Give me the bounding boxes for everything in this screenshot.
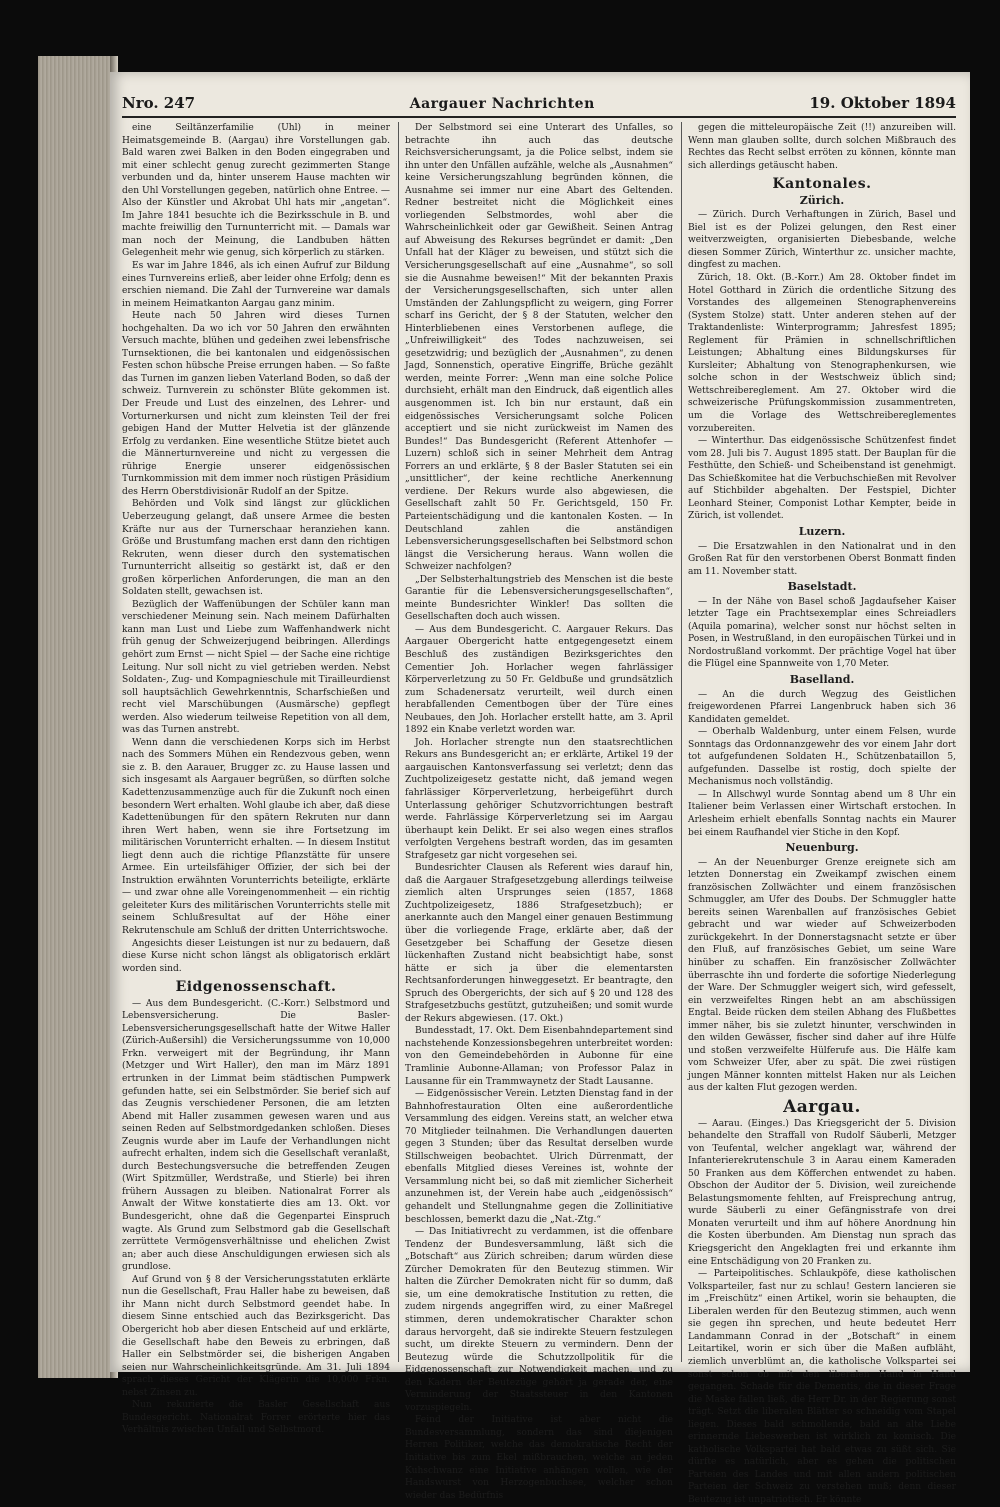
columns bbox=[122, 122, 956, 1505]
subheading: Baselland. bbox=[789, 672, 855, 686]
paragraph: — Das Initiativrecht zu verdammen, ist die offenbare Tendenz der Bundesversammlung, läßt sich die „Botschaft“ aus Zürich schreiben; darum würden diese Zürcher Demokraten für den Beutezug stimmen. Wir halten die Zürcher Demokraten nicht für so dumm, daß sie, um eine demokratische Institution zu retten, die zudem nirgends angegriffen wird, zu einer Maßregel stimmen, deren undemokratischer Charakter schon daraus hervorgeht, daß sie indirekte Steuern festzulegen sucht, um direkte Steuern zu vermindern. Denn der Beutezug würde die Schutzzollpolitik für die Eidgenossenschaft zur Notwendigkeit machen, und zu den Kadern der Beutezüge gehört ja gerade der, eine Verminderung der Staatssteuer in den Kantonen vorzuspiegeln. bbox=[405, 1227, 673, 1413]
paragraph: — In der Nähe von Basel schoß Jagdaufseher Kaiser letzter Tage ein Prachtsexemplar eines Schreiadlers (Aquila pomarina), welcher sonst nur höchst selten in Posen, in Westrußland, in den europäischen Türkei und in Nordostrußland vorkommt. Der prächtige Vogel hat über die Flügel eine Spannweite von 1,70 Meter. bbox=[688, 596, 956, 670]
paragraph: Auf Grund von § 8 der Versicherungsstatuten erklärte nun die Gesellschaft, Frau Haller habe zu beweisen, daß ihr Mann nicht durch Selbstmord geendet habe. In diesem Sinne entschied auch das Bezirksgericht. Das Obergericht hob aber diesen Entscheid auf und erklärte, die Gesellschaft habe den Beweis zu erbringen, daß Haller ein Selbstmörder sei, die bisherigen Angaben seien nur Wahrscheinlichkeitsgründe. Am 31. Juli 1894 sprach dieses Gericht der Klägerin die 10,000 Frkn. nebst Zinsen zu. bbox=[122, 1274, 390, 1398]
paragraph: — Aus dem Bundesgericht. (C.-Korr.) Selbstmord und Lebensversicherung. Die Basler-Lebensversicherungsgesellschaft hatte der Witwe Haller (Zürich-Außersihl) die Versicherungssumme von 10,000 Frkn. verweigert mit der Begründung, ihr Mann (Metzger und Wirt Haller), den man im März 1891 ertrunken in der Limmat beim städtischen Pumpwerk gefunden hatte, sei ein Selbstmörder. Sie berief sich auf das Zeugnis verschiedener Personen, die am letzten Abend mit Haller zusammen gewesen waren und aus seinen Reden auf Selbstmordgedanken schloßen. Dieses Zeugnis wurde aber im Laufe der Verhandlungen nicht aufrecht erhalten, indem sich die Gesellschaft veranlaßt, durch Bestechungsversuche die betreffenden Zeugen (Wirt Spitzmüller, Werdstraße, und Stierle) bei ihren frühern Aussagen zu bleiben. Nationalrat Forrer als Anwalt der Witwe konstatierte dies am 13. Okt. vor Bundesgericht, ohne daß die Gegenpartei Einspruch wagte. Als Grund zum Selbstmord gab die Gesellschaft zerrüttete Vermögensverhältnisse und ehelichen Zwist an; aber auch diese Anschuldigungen erwiesen sich als grundlose. bbox=[122, 998, 390, 1273]
column-1 bbox=[122, 122, 390, 1436]
section-heading: Eidgenossenschaft. bbox=[175, 979, 337, 996]
issue-date: 19. Oktober 1894 bbox=[809, 94, 956, 112]
section-heading: Kantonales. bbox=[772, 176, 872, 193]
subheading: Zürich. bbox=[799, 193, 845, 207]
paragraph: Wenn dann die verschiedenen Korps sich im Herbst nach des Sommers Mühen ein Rendezvous geben, wenn sie z. B. den Aarauer, Brugger zc. zu Hause lassen und sich insgesamt als Aargauer begrüßen, so dürften solche Kadettenzusammenzüge auch für die Zukunft noch einen besondern Wert erhalten. Wohl glaube ich aber, daß diese Kadettenübungen für den spätern Rekruten nur dann ihren Wert haben, wenn sie ihre Fortsetzung im militärischen Vorunterricht erhalten. — In diesem Institut liegt denn auch die richtige Pflanzstätte für unsere Armee. Ein urteilsfähiger Offizier, der sich bei der Instruktion erwähnten Vorunterrichts beteiligte, erklärte — und zwar ohne alle Voreingenommenheit — ein richtig geleiteter Kurs des militärischen Vorunterrichts stelle mit seinem Schlußresultat auf der Höhe einer Rekrutenschule am Schluß der dritten Unterrichtswoche. bbox=[122, 737, 390, 936]
issue-number: Nro. 247 bbox=[122, 94, 196, 112]
subheading: Neuenburg. bbox=[785, 841, 859, 855]
subheading: Baselstadt. bbox=[787, 580, 857, 594]
newspaper-page bbox=[110, 72, 970, 1505]
paragraph: Bezüglich der Waffenübungen der Schüler kann man verschiedener Meinung sein. Nach meinem Dafürhalten kann man Lust und Liebe zum Waffenhandwerk nicht früh genug der Schweizerjugend beibringen. Allerdings gehört zum Ernst — nicht Spiel — der Sache eine richtige Leitung. Nur soll nicht zu viel getrieben werden. Nebst Soldaten-, Zug- und Kompagnieschule mit Tirailleurdienst soll hauptsächlich Gewehrkenntnis, Scharfschießen und recht viel Marschübungen (Ausmärsche) gepflegt werden. Also wiederum teilweise Repetition von all dem, was das Turnen anstrebt. bbox=[122, 599, 390, 736]
paragraph: — An die durch Wegzug des Geistlichen freigewordenen Pfarrei Langenbruck haben sich 36 Kandidaten gemeldet. bbox=[688, 689, 956, 725]
book-edge bbox=[38, 56, 110, 1378]
paragraph: Behörden und Volk sind längst zur glücklichen Ueberzeugung gelangt, daß unsere Armee die besten Kräfte nur aus der Turnerschaar heranziehen kann. Größe und Brustumfang machen erst dann den richtigen Rekruten, wenn dieser durch den systematischen Turnunterricht allseitig so gestärkt ist, daß er den großen körperlichen Anforderungen, die man an den Soldaten stellt, gewachsen ist. bbox=[122, 499, 390, 598]
paragraph: — Eidgenössischer Verein. Letzten Dienstag fand in der Bahnhofrestauration Olten eine außerordentliche Versammlung des eidgen. Vereins statt, an welcher etwa 70 Mitglieder teilnahmen. Die Verhandlungen dauerten gegen 3 Stunden; über das Resultat derselben wurde Stillschweigen beobachtet. Ulrich Dürrenmatt, der ebenfalls Mitglied dieses Vereines ist, wohnte der Versammlung nicht bei, so daß mit ziemlicher Sicherheit anzunehmen ist, der Verein habe auch „eidgenössisch“ gehandelt und Stellungnahme gegen die Zollinitiative beschlossen, bemerkt dazu die „Nat.-Ztg.“ bbox=[405, 1089, 673, 1225]
paragraph: Joh. Horlacher strengte nun den staatsrechtlichen Rekurs ans Bundesgericht an; er erklärte, Artikel 19 der aargauischen Kantonsverfassung sei verletzt; denn das Zuchtpolizeigesetz gestatte nicht, daß jemand wegen fahrlässiger Körperverletzung, herbeigeführt durch Unterlassung gehöriger Schutzvorrichtungen bestraft werde. Fahrlässige Körperverletzung sei im Aargau überhaupt kein Delikt. Er sei also wegen eines straflos verfolgten Vergehens bestraft worden, das im gesamten Strafgesetz gar nicht vorgesehen sei. bbox=[405, 737, 673, 861]
masthead bbox=[122, 86, 956, 112]
paragraph: Bundesrichter Clausen als Referent wies darauf hin, daß die Aargauer Strafgesetzgebung allerdings teilweise ziemlich alten Ursprunges seien (1857, 1868 Zuchtpolizeigesetz, 1886 Strafgesetzbuch); er anerkannte auch den Mangel einer genauen Bestimmung über die vorliegende Frage, erklärte aber, daß der Gesetzgeber bei Schaffung der Gesetze diesen lückenhaften Zustand nicht beabsichtigt habe, sonst hätte er sich ja über die elementarsten Rechtsanforderungen hinweggesetzt. Er beantragte, den Spruch des Obergerichts, der sich auf § 20 und 128 des Strafgesetzbuchs gestützt, gutzuheißen; und somit wurde der Rekurs abgewiesen. (17. Okt.) bbox=[405, 863, 673, 1024]
paragraph: — Zürich. Durch Verhaftungen in Zürich, Basel und Biel ist es der Polizei gelungen, den Rest einer weitverzweigten, organisierten Diebesbande, welche diesen Sommer Zürich, Winterthur zc. unsicher machte, dingfest zu machen. bbox=[688, 210, 956, 271]
paragraph: Angesichts dieser Leistungen ist nur zu bedauern, daß diese Kurse nicht schon längst als obligatorisch erklärt worden sind. bbox=[122, 938, 390, 974]
paragraph: Bundesstadt, 17. Okt. Dem Eisenbahndepartement sind nachstehende Konzessionsbegehren unterbreitet worden: von den Gemeindebehörden in Aubonne für eine Tramlinie Aubonne-Allaman; von Professor Palaz in Lausanne für ein Trammwaynetz der Stadt Lausanne. bbox=[405, 1026, 673, 1087]
paragraph: — Aus dem Bundesgericht. C. Aargauer Rekurs. Das Aargauer Obergericht hatte entgegengesetzt einem Beschluß des zuständigen Bezirksgerichtes den Cementier Joh. Horlacher wegen fahrlässiger Körperverletzung zu 50 Fr. Geldbuße und grundsätzlich zum Schadenersatz verurteilt, weil durch einen herabfallenden Cementbogen über der Türe eines Neubaues, den Joh. Horlacher erstellt hatte, am 3. April 1892 ein Knabe verletzt worden war. bbox=[405, 624, 673, 736]
paragraph: Der Selbstmord sei eine Unterart des Unfalles, so betrachte ihn auch das deutsche Reichsversicherungsamt, ja die Police selbst, indem sie ihn unter den Unfällen aufzähle, welche als „Ausnahmen“ keine Versicherungszahlung begründen können, die Ausnahme sei immer nur eine Abart des Geltenden. Redner bestreitet nicht die Möglichkeit eines vorliegenden Selbstmordes, wohl aber die Wahrscheinlichkeit oder gar Gewißheit. Seinen Antrag auf Abweisung des Rekurses begründet er damit: „Den Unfall hat der Kläger zu beweisen, und stützt sich die Versicherungsgesellschaft auf eine „Ausnahme“, so soll sie die Ausnahme beweisen!“ Mit der bekannten Praxis der Versicherungsgesellschaften, sich unter allen Umständen der Zahlungspflicht zu weigern, ging Forrer scharf ins Gericht, der § 8 der Statuten, welcher den Hinterbliebenen eines Verstorbenen auflege, die „Unfreiwilligkeit“ des Todes nachzuweisen, sei gesetzwidrig; und bezüglich der „Ausnahmen“, zu denen Jagd, Sonnenstich, operative Eingriffe, Brüche gezählt werden, meinte Forrer: „Wenn man eine solche Police durchsieht, erhält man den Eindruck, daß eigentlich alles ausgenommen ist. Ich bin nur erstaunt, daß ein eidgenössisches Versicherungsamt solche Policen acceptiert und sie nicht zurückweist im Namen des Bundes!“ Das Bundesgericht (Referent Attenhofer — Luzern) schloß sich in seiner Mehrheit dem Antrag Forrers an und erklärte, § 8 der Basler Statuten sei ein „unsittlicher“, der keine rechtliche Anerkennung verdiene. Der Rekurs wurde also abgewiesen, die Gesellschaft zahlt 50 Fr. Gerichtsgeld, 150 Fr. Parteientschädigung und die kantonalen Kosten. — In Deutschland zahlen die anständigen Lebensversicherungsgesellschaften bei Selbstmord schon längst die Versicherung heraus. Wann wollen die Schweizer nachfolgen? bbox=[405, 123, 673, 573]
paragraph: gegen die mitteleuropäische Zeit (!!) anzureiben will. Wenn man glauben sollte, durch solchen Mißbrauch des Rechtes das Recht selbst erröten zu können, könnte man sich allerdings getäuscht haben. bbox=[688, 123, 956, 171]
paragraph: — In Allschwyl wurde Sonntag abend um 8 Uhr ein Italiener beim Verlassen einer Wirtschaft erstochen. In Arlesheim erhielt ebenfalls Sonntag nachts ein Maurer bei einem Raufhandel vier Stiche in den Kopf. bbox=[688, 789, 956, 838]
paragraph: — Aarau. (Einges.) Das Kriegsgericht der 5. Division behandelte den Straffall von Rudolf Säuberli, Metzger von Teufental, welcher angeklagt war, während der Infanterierekrutenschule 3 in Aarau einem Kameraden 50 Franken aus dem Köfferchen entwendet zu haben. Obschon der Auditor der 5. Division, weil zureichende Belastungsmomente fehlten, auf Freisprechung antrug, wurde Säuberli zu einer Gefängnisstrafe von drei Monaten verurteilt und ihm auf höhere Anordnung hin die Kosten überbunden. Am Dienstag nun sprach das Kriegsgericht den Angeklagten frei und erkannte ihm eine Entschädigung von 20 Franken zu. bbox=[688, 1118, 956, 1267]
paragraph: Es war im Jahre 1846, als ich einen Aufruf zur Bildung eines Turnvereins erließ, aber leider ohne Erfolg; denn es erschien niemand. Die Zahl der Turnvereine war damals in meinem Heimatkanton Aargau ganz minim. bbox=[122, 261, 390, 309]
column-3 bbox=[681, 122, 956, 1505]
newspaper-title: Aargauer Nachrichten bbox=[409, 96, 595, 112]
masthead-rule bbox=[122, 116, 956, 118]
column-2 bbox=[398, 122, 673, 1501]
paragraph: „Der Selbsterhaltungstrieb des Menschen ist die beste Garantie für die Lebensversicherungsgesellschaften“, meinte Bundesrichter Winkler! Das sollten die Gesellschaften doch auch wissen. bbox=[405, 574, 673, 623]
paragraph: Zürich, 18. Okt. (B.-Korr.) Am 28. Oktober findet im Hotel Gotthard in Zürich die ordentliche Sitzung des Vorstandes des allgemeinen Stenographenvereins (System Stolze) statt. Unter anderen stehen auf der Traktandenliste: Winterprogramm; Jahresfest 1895; Reglement für Prämien in schnellschriftlichen Leistungen; Abhaltung eines Bildungskurses für Kursleiter; Abhaltung von Stenographenkursen, wie solche schon in der Westschweiz üblich sind; Wettschreibereglement. Am 27. Oktober wird die schweizerische Prüfungskommission zusammentreten, um die Vorlage des Wettschreibereglementes vorzubereiten. bbox=[688, 273, 956, 434]
paragraph: Heute nach 50 Jahren wird dieses Turnen hochgehalten. Da wo ich vor 50 Jahren den erwähnten Versuch machte, blühen und gedeihen zwei lebensfrische Turnsektionen, die bei kantonalen und eidgenössischen Festen schon hübsche Preise errungen haben. — So faßte das Turnen im ganzen lieben Vaterland Boden, so daß der schweiz. Turnverein zu schönster Blüte gekommen ist. Der Freude und Lust des einzelnen, des Lehrer- und Vorturnerkursen und nicht zum kleinsten Teil der frei gebigen Hand der Mutter Helvetia ist der glänzende Erfolg zu verdanken. Eine wesentliche Stütze bietet auch die Männerturnvereine und nicht zu vergessen die rührige Energie unserer eidgenössischen Turnkommission mit dem immer noch rüstigen Präsidium des Herrn Oberstdivisionär Rudolf an der Spitze. bbox=[122, 311, 390, 497]
paragraph: — Parteipolitisches. Schlaukpöfe, diese katholischen Volksparteiler, fast nur zu schlau! Gestern lancieren sie im „Freischütz“ einen Artikel, worin sie behaupten, die Liberalen werden für den Beutezug stimmen, auch wenn sie gegen ihn sprechen, und heute bedeutet Herr Landammann Conrad in der „Botschaft“ in einem Leitartikel, worin er sich über die Maßen aufbläht, ziemlich unverblümt an, die katholische Volkspartei sei sonst schon ob mit den liberalen Hand in Hand gegangen. Schade für die Dementis, die in dieser Frage die Maske fallen ließ, die Herr Dr. in der Regierung sonst trägt. Setzt die liberalen Blätter so schneidig vom Stapel liegen. Dieses bald schmollende, bald an alte Liebe erinnernde Liebeswerben ist wirklich zu komisch. Die katholische Volkspartei hat bald etwas zu süßt sich. Sie dürfte es natürlich, aber es gehen die politischen Parteien des Landes und mit allen andern politischen Parteien der Schweiz zu verstehen muß; denn dieser Beutezug ist unpatriotisch. Er könnte bbox=[688, 1269, 956, 1505]
subheading: Luzern. bbox=[798, 524, 846, 538]
paragraph: — Winterthur. Das eidgenössische Schützenfest findet vom 28. Juli bis 7. August 1895 statt. Der Bauplan für die Festhütte, den Schieß- und Scheibenstand ist genehmigt. Das Schießkomitee hat die Verbuchschießen mit Revolver auf Stichbilder abgehalten. Der Festspiel, Dichter Leonhard Steiner, Componist Lothar Kempter, beide in Zürich, ist vollendet. bbox=[688, 436, 956, 522]
paragraph: — An der Neuenburger Grenze ereignete sich am letzten Donnerstag ein Zweikampf zwischen einem französischen Zollwächter und einem französischen Schmuggler, am Ufer des Doubs. Der Schmuggler hatte bereits seinen Warenballen auf französisches Gebiet gebracht und war wieder auf Schweizerboden zurückgekehrt. In der Donnerstagsnacht setzte er über den Fluß, auf französisches Gebiet, um seine Ware hinüber zu schaffen. Ein französischer Zollwächter überraschte ihn und forderte die sofortige Niederlegung der Ware. Der Schmuggler weigert sich, wird gefesselt, ein verzweifeltes Ringen hebt an am abschüssigen Engtal. Beide rücken dem steilen Abhang des Flußbettes immer näher, bis sie zuletzt hinunter, verschwinden in den wilden Gewässer, fischer sind daher auf ihre Hülfe und stoßen verzweifelte Hülferufe aus. Die Hälfe kam vom Schweizer Ufer, aber zu spät. Die zwei rüstigen jungen Männer konnten mittelst Haken nur als Leichen aus der kalten Flut gezogen werden. bbox=[688, 857, 956, 1094]
paragraph: — Die Ersatzwahlen in den Nationalrat und in den Großen Rat für den verstorbenen Oberst Bonmatt finden am 11. November statt. bbox=[688, 541, 956, 577]
paragraph: eine Seiltänzerfamilie (Uhl) in meiner Heimatsgemeinde B. (Aargau) ihre Vorstellungen gab. Bald waren zwei Balken in den Boden eingegraben und mit einer schlecht genug zurecht gezimmerten Stange verbunden und da, hinter unserem Hause machten wir den Uhl Vorstellungen gegeben, natürlich ohne Entree. — Also der Künstler und Akrobat Uhl hats mir „angetan“. Im Jahre 1841 besuchte ich die Bezirksschule in B. und machte freiwillig den Turnunterricht mit. — Damals war man noch der Meinung, die Landbuben hätten Gelegenheit mehr wie genug, sich körperlich zu stärken. bbox=[122, 123, 390, 259]
paragraph: Feind der Initiative ist aber nicht die Bundesversammlung, sondern das sind diejenigen Herren Politiker, welche das demokratische Recht der Initiative bis zum Ekel mißbrauchen, welche an jeden Kuhschwanz eine Initiative anhängen wollen, wie der Handswurst von Herzogenbuchsee, welcher schon wieder das Bedürfnis bbox=[405, 1415, 673, 1501]
section-heading: Aargau. bbox=[783, 1097, 861, 1118]
paragraph: — Oberhalb Waldenburg, unter einem Felsen, wurde Sonntags das Ordonnanzgewehr des vor einem Jahr dort tot aufgefundenen Soldaten H., Schützenbataillon 5, aufgefunden. Dasselbe ist rostig, doch spielte der Mechanismus noch vollständig. bbox=[688, 727, 956, 788]
paragraph: Nun rekurierte die Basler Gesellschaft aus Bundesgericht. Nationalrat Forrer erörterte hier das Verhältnis zwischen Unfall und Selbstmord. bbox=[122, 1400, 390, 1436]
